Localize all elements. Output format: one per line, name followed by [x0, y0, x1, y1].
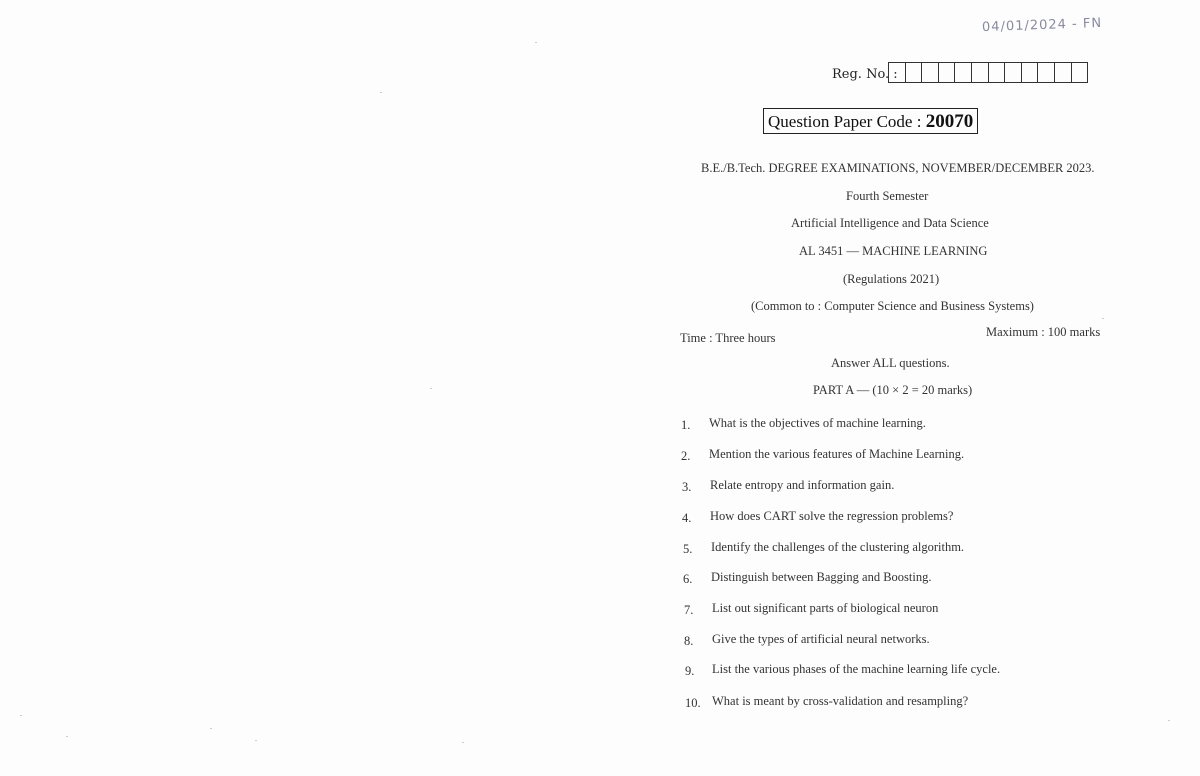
reg-no-box	[972, 63, 989, 82]
scan-speck	[462, 742, 464, 743]
question-paper-code-box	[763, 108, 978, 134]
scan-speck	[1168, 720, 1170, 721]
scan-speck	[430, 388, 432, 389]
question-text: List out significant parts of biological neuron	[712, 601, 939, 615]
question-number: 6.	[683, 572, 693, 586]
question-number: 1.	[681, 418, 691, 432]
regulations: (Regulations 2021)	[843, 272, 940, 286]
department: Artificial Intelligence and Data Science	[791, 216, 989, 230]
question-text: Give the types of artificial neural networks.	[712, 632, 930, 646]
question-number: 9.	[685, 664, 695, 678]
question-text: Distinguish between Bagging and Boosting.	[711, 570, 932, 584]
scan-speck	[535, 42, 537, 43]
question-number: 5.	[683, 542, 693, 556]
maximum-marks: Maximum : 100 marks	[986, 325, 1101, 339]
scan-speck	[380, 92, 382, 93]
scan-speck	[255, 740, 257, 741]
subject: AL 3451 — MACHINE LEARNING	[799, 244, 988, 258]
question-paper-code: 20070	[925, 111, 974, 132]
reg-no-box	[922, 63, 939, 82]
reg-no-box	[1055, 63, 1072, 82]
question-text: Relate entropy and information gain.	[710, 478, 895, 492]
handwritten-date: 04/01/2024 - FN	[981, 15, 1103, 36]
reg-no-box	[1072, 63, 1088, 82]
question-number: 7.	[684, 603, 694, 617]
question-number: 8.	[684, 634, 694, 648]
reg-no-boxes	[888, 62, 1088, 83]
question-number: 3.	[682, 480, 692, 494]
time-allowed: Time : Three hours	[680, 331, 776, 345]
common-to: (Common to : Computer Science and Business Systems)	[751, 299, 1034, 313]
scan-speck	[66, 736, 68, 737]
reg-no-box	[889, 63, 906, 82]
scan-speck	[210, 728, 212, 729]
question-text: What is meant by cross-validation and resampling?	[712, 694, 969, 708]
question-number: 10.	[685, 696, 701, 710]
question-number: 4.	[682, 511, 692, 525]
scan-speck	[1102, 318, 1104, 319]
reg-no-box	[939, 63, 956, 82]
reg-no-box	[1038, 63, 1055, 82]
question-paper-code-label: Question Paper Code :	[768, 112, 922, 131]
reg-no-box	[989, 63, 1006, 82]
question-text: Mention the various features of Machine Learning.	[709, 447, 965, 461]
question-text: List the various phases of the machine learning life cycle.	[712, 662, 1001, 676]
part-heading: PART A — (10 × 2 = 20 marks)	[813, 383, 973, 397]
scan-speck	[20, 715, 22, 716]
instruction: Answer ALL questions.	[831, 356, 950, 370]
question-number: 2.	[681, 449, 691, 463]
question-text: Identify the challenges of the clustering algorithm.	[711, 540, 965, 554]
reg-no-label: Reg. No. :	[832, 67, 898, 82]
exam-title: B.E./B.Tech. DEGREE EXAMINATIONS, NOVEMBER/DECEMBER 2023.	[701, 161, 1095, 175]
reg-no-box	[1005, 63, 1022, 82]
reg-no-box	[906, 63, 923, 82]
reg-no-box	[1022, 63, 1039, 82]
question-text: What is the objectives of machine learning.	[709, 416, 926, 430]
reg-no-box	[955, 63, 972, 82]
question-text: How does CART solve the regression problems?	[710, 509, 954, 523]
semester: Fourth Semester	[846, 189, 929, 203]
